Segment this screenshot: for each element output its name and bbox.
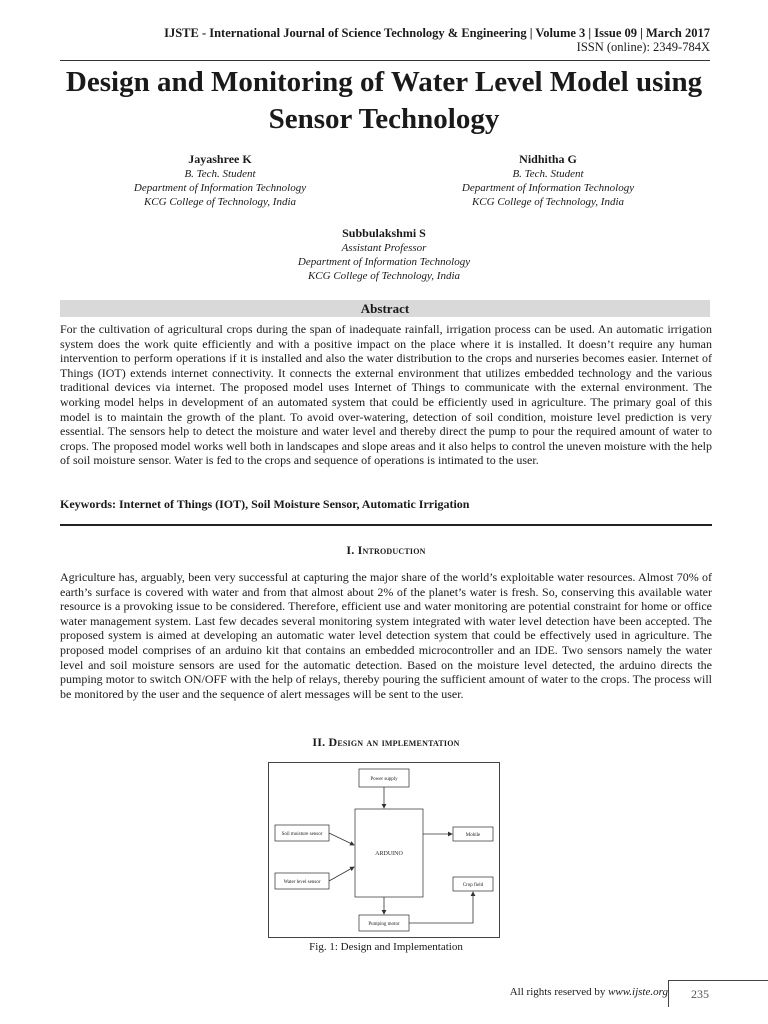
author-inst: KCG College of Technology, India	[143, 196, 297, 208]
section-heading-design: II. Design an implementation	[312, 735, 460, 749]
label-crop-field: Crop field	[462, 883, 484, 888]
label-arduino: ARDUINO	[375, 851, 403, 857]
footer-url[interactable]: www.ijste.org	[608, 986, 668, 998]
label-water-sensor: Water level sensor	[283, 880, 321, 885]
footer-rights	[510, 986, 668, 998]
abstract-heading: Abstract	[60, 300, 710, 317]
introduction-text: Agriculture has, arguably, been very successful at capturing the major share of the world’s exploitable water resources. Almost 70% of earth’s surface is covered with water and from that almost about 2% of the planet’s water is fresh. So, conserving this available water resource is a provoking issue to be considered. Therefore, efficient use and water monitoring are potential constraint for home or office water management system. Last few decades several monitoring system integrated with water level detection have been accepted. The proposed system is aimed at developing an automatic water level detection system that could be effectively used in agriculture. The proposed model comprises of an arduino kit that contains an embedded microcontroller and an IDE. Two sensors namely the water level and soil moisture sensors are used for the automatic detection. Based on the moisture level detected, the arduino directs the pumping motor to switch ON/OFF with the help of relays, thereby pouring the sufficient amount of water to the crops. The process will be monitored by the user and the sequence of alert messages will be sent to the user.	[60, 570, 712, 701]
author-inst: KCG College of Technology, India	[471, 196, 625, 208]
figure-caption: Fig. 1: Design and Implementation	[309, 941, 463, 953]
author-name: Jayashree K	[188, 152, 252, 166]
author-name: Subbulakshmi S	[342, 226, 426, 240]
page-box-rule	[730, 980, 768, 981]
abstract-text: For the cultivation of agricultural crops during the span of inadequate rainfall, irrigation process can be used. An automatic irrigation system does the work quite efficiently and with a positive impact on the place where it is installed. It doesn’t require any human intervention to perform operations if it is installed and also the water distribution to the crops and nurseries becomes easier. Internet of Things (IOT) extends internet connectivity. It connects the external environment that utilizes embedded technology and the various traditional devices via internet. The proposed model uses Internet of Things to communicate with the external environment. The working model helps in development of an automated system that could be efficiently used in agriculture. The primary goal of this model is to maintain the growth of the plant. To avoid over-watering, detection of soil condition, moisture level prediction is very essential. The sensors help to detect the moisture and water level and thereby direct the pump to pour the required amount of water to crops. The proposed model works well both in landscapes and slope areas and it also helps to control the uneven moisture with the help of soil moisture sensor. Water is fed to the crops and sequence of operations is intimated to the user.	[60, 322, 712, 468]
section-divider	[60, 524, 712, 526]
label-power-supply: Power supply	[370, 777, 398, 782]
journal-line: IJSTE - International Journal of Science Technology & Engineering | Volume 3 | Issue 09 | March 2017	[164, 26, 710, 40]
author-role: Assistant Professor	[341, 242, 427, 254]
author-dept: Department of Information Technology	[461, 182, 635, 194]
author-name: Nidhitha G	[519, 152, 577, 166]
header-rule	[60, 60, 710, 61]
page-number: 235	[668, 980, 731, 1007]
block-diagram	[269, 763, 499, 937]
author-role: B. Tech. Student	[184, 168, 256, 180]
author-block-2	[428, 151, 668, 209]
author-dept: Department of Information Technology	[133, 182, 307, 194]
author-inst: KCG College of Technology, India	[307, 270, 461, 282]
block-diagram-figure	[268, 762, 500, 938]
issn: ISSN (online): 2349-784X	[576, 40, 710, 54]
journal-header	[60, 26, 710, 54]
author-role: B. Tech. Student	[512, 168, 584, 180]
label-pumping-motor: Pumping motor	[368, 922, 400, 927]
label-soil-sensor: Soil moisture sensor	[281, 832, 323, 837]
footer-rights-text: All rights reserved by	[509, 986, 609, 998]
section-heading-introduction: I. Introduction	[346, 543, 426, 557]
paper-title: Design and Monitoring of Water Level Model using Sensor Technology	[65, 66, 703, 135]
author-dept: Department of Information Technology	[297, 256, 471, 268]
author-block-3	[264, 225, 504, 283]
keywords: Keywords: Internet of Things (IOT), Soil Moisture Sensor, Automatic Irrigation	[60, 497, 470, 511]
author-block-1	[100, 151, 340, 209]
label-mobile: Mobile	[465, 833, 481, 838]
